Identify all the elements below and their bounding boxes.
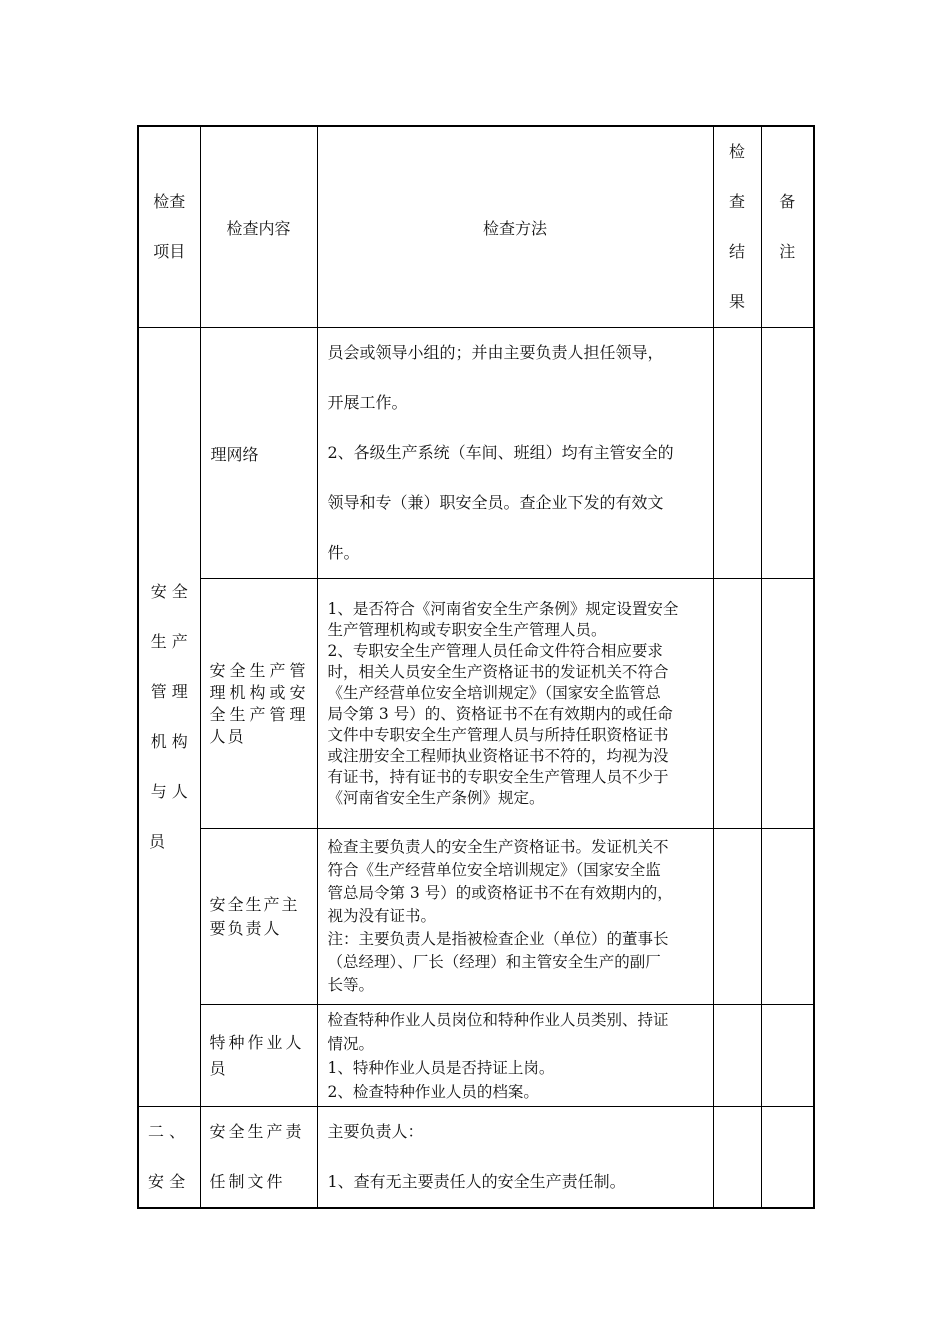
method-line: 情况。: [327, 1034, 375, 1053]
result-cell[interactable]: [713, 829, 761, 1005]
header-remarks: [761, 126, 814, 328]
content-line: 任制文件: [209, 1172, 286, 1191]
table-row: [138, 1005, 814, 1107]
section-label-line: 安 全: [148, 1172, 186, 1191]
section2-label: [138, 1107, 200, 1209]
content-cell: 理网络: [200, 328, 317, 579]
method-line: 管总局令第 3 号）的或资格证书不在有效期内的，: [327, 884, 673, 902]
method-line: 符合《生产经营单位安全培训规定》（国家安全监: [327, 861, 661, 879]
method-line: 长等。: [327, 976, 375, 994]
header-result-char: 检: [728, 142, 745, 161]
section1-label: [138, 328, 200, 1107]
header-check-result: [713, 126, 761, 328]
section-label-line: 机 构: [150, 732, 188, 751]
method-line: 视为没有证书。: [327, 907, 437, 925]
content-cell: 特种作业人员: [200, 1005, 317, 1107]
header-remarks-char: 备: [779, 192, 796, 211]
section-label-line: 员: [149, 832, 166, 851]
method-line: 文件中专职安全生产管理人员与所持任职资格证书: [327, 725, 669, 744]
section-label-line: 生 产: [150, 632, 188, 651]
header-check-method: 检查方法: [317, 126, 713, 328]
header-result-char: 查: [728, 192, 745, 211]
remarks-cell[interactable]: [761, 1107, 814, 1209]
header-check-item: [138, 126, 200, 328]
header-remarks-char: 注: [779, 242, 796, 261]
method-line: 1、是否符合《河南省安全生产条例》规定设置安全: [327, 599, 679, 618]
method-line: 《河南省安全生产条例》规定。: [327, 788, 545, 807]
result-cell[interactable]: [713, 579, 761, 829]
method-line: 局令第 3 号）的、资格证书不在有效期内的或任命: [327, 704, 673, 723]
method-line: 时，相关人员安全生产资格证书的发证机关不符合: [327, 662, 669, 681]
method-line: 领导和专（兼）职安全员。查企业下发的有效文: [327, 493, 664, 512]
table-row: [138, 1107, 814, 1209]
remarks-cell[interactable]: [761, 328, 814, 579]
method-line: 主要负责人：: [327, 1122, 424, 1141]
section-label-line: 二 、: [148, 1122, 186, 1141]
table-row: [138, 829, 814, 1005]
method-line: 注：主要负责人是指被检查企业（单位）的董事长: [327, 930, 669, 948]
method-line: 有证书，持有证书的专职安全生产管理人员不少于: [327, 767, 669, 786]
method-cell: [317, 829, 713, 1005]
header-check-item-line: 检查: [153, 192, 186, 211]
result-cell[interactable]: [713, 1005, 761, 1107]
header-row: [138, 126, 814, 328]
method-line: 生产管理机构或专职安全生产管理人员。: [327, 620, 607, 639]
header-check-content: 检查内容: [200, 126, 317, 328]
inspection-table: [137, 125, 815, 1209]
remarks-cell[interactable]: [761, 829, 814, 1005]
method-line: 2、专职安全生产管理人员任命文件符合相应要求: [327, 641, 663, 660]
method-line: 开展工作。: [327, 393, 408, 412]
method-line: （总经理）、厂长（经理）和主管安全生产的副厂: [327, 953, 661, 971]
method-line: 件。: [327, 543, 360, 562]
method-line: 检查特种作业人员岗位和特种作业人员类别、持证: [327, 1010, 669, 1029]
table-row: [138, 328, 814, 579]
content-line: 安全生产责: [209, 1122, 305, 1141]
table-row: [138, 579, 814, 829]
method-cell: [317, 579, 713, 829]
method-line: 员会或领导小组的；并由主要负责人担任领导，: [327, 343, 664, 362]
method-line: 《生产经营单位安全培训规定》（国家安全监管总: [327, 683, 661, 702]
method-cell: [317, 1005, 713, 1107]
section-label-line: 与 人: [150, 782, 188, 801]
method-cell: [317, 328, 713, 579]
method-line: 检查主要负责人的安全生产资格证书。发证机关不: [327, 838, 669, 856]
result-cell[interactable]: [713, 1107, 761, 1209]
remarks-cell[interactable]: [761, 579, 814, 829]
section-label-line: 安 全: [150, 582, 188, 601]
remarks-cell[interactable]: [761, 1005, 814, 1107]
method-line: 2、各级生产系统（车间、班组）均有主管安全的: [327, 443, 674, 462]
method-line: 或注册安全工程师执业资格证书不符的，均视为没: [327, 746, 669, 765]
method-line: 2、检查特种作业人员的档案。: [327, 1082, 539, 1101]
result-cell[interactable]: [713, 328, 761, 579]
method-line: 1、查有无主要责任人的安全生产责任制。: [327, 1172, 626, 1191]
content-cell: 安全生产管理机构或安全生产管理人员: [200, 579, 317, 829]
section-label-line: 管 理: [150, 682, 188, 701]
method-cell: [317, 1107, 713, 1209]
content-cell: 安全生产主要负责人: [200, 829, 317, 1005]
header-result-char: 果: [728, 292, 745, 311]
header-result-char: 结: [728, 242, 745, 261]
content-cell: [200, 1107, 317, 1209]
method-line: 1、特种作业人员是否持证上岗。: [327, 1058, 555, 1077]
header-check-item-line: 项目: [153, 242, 186, 261]
